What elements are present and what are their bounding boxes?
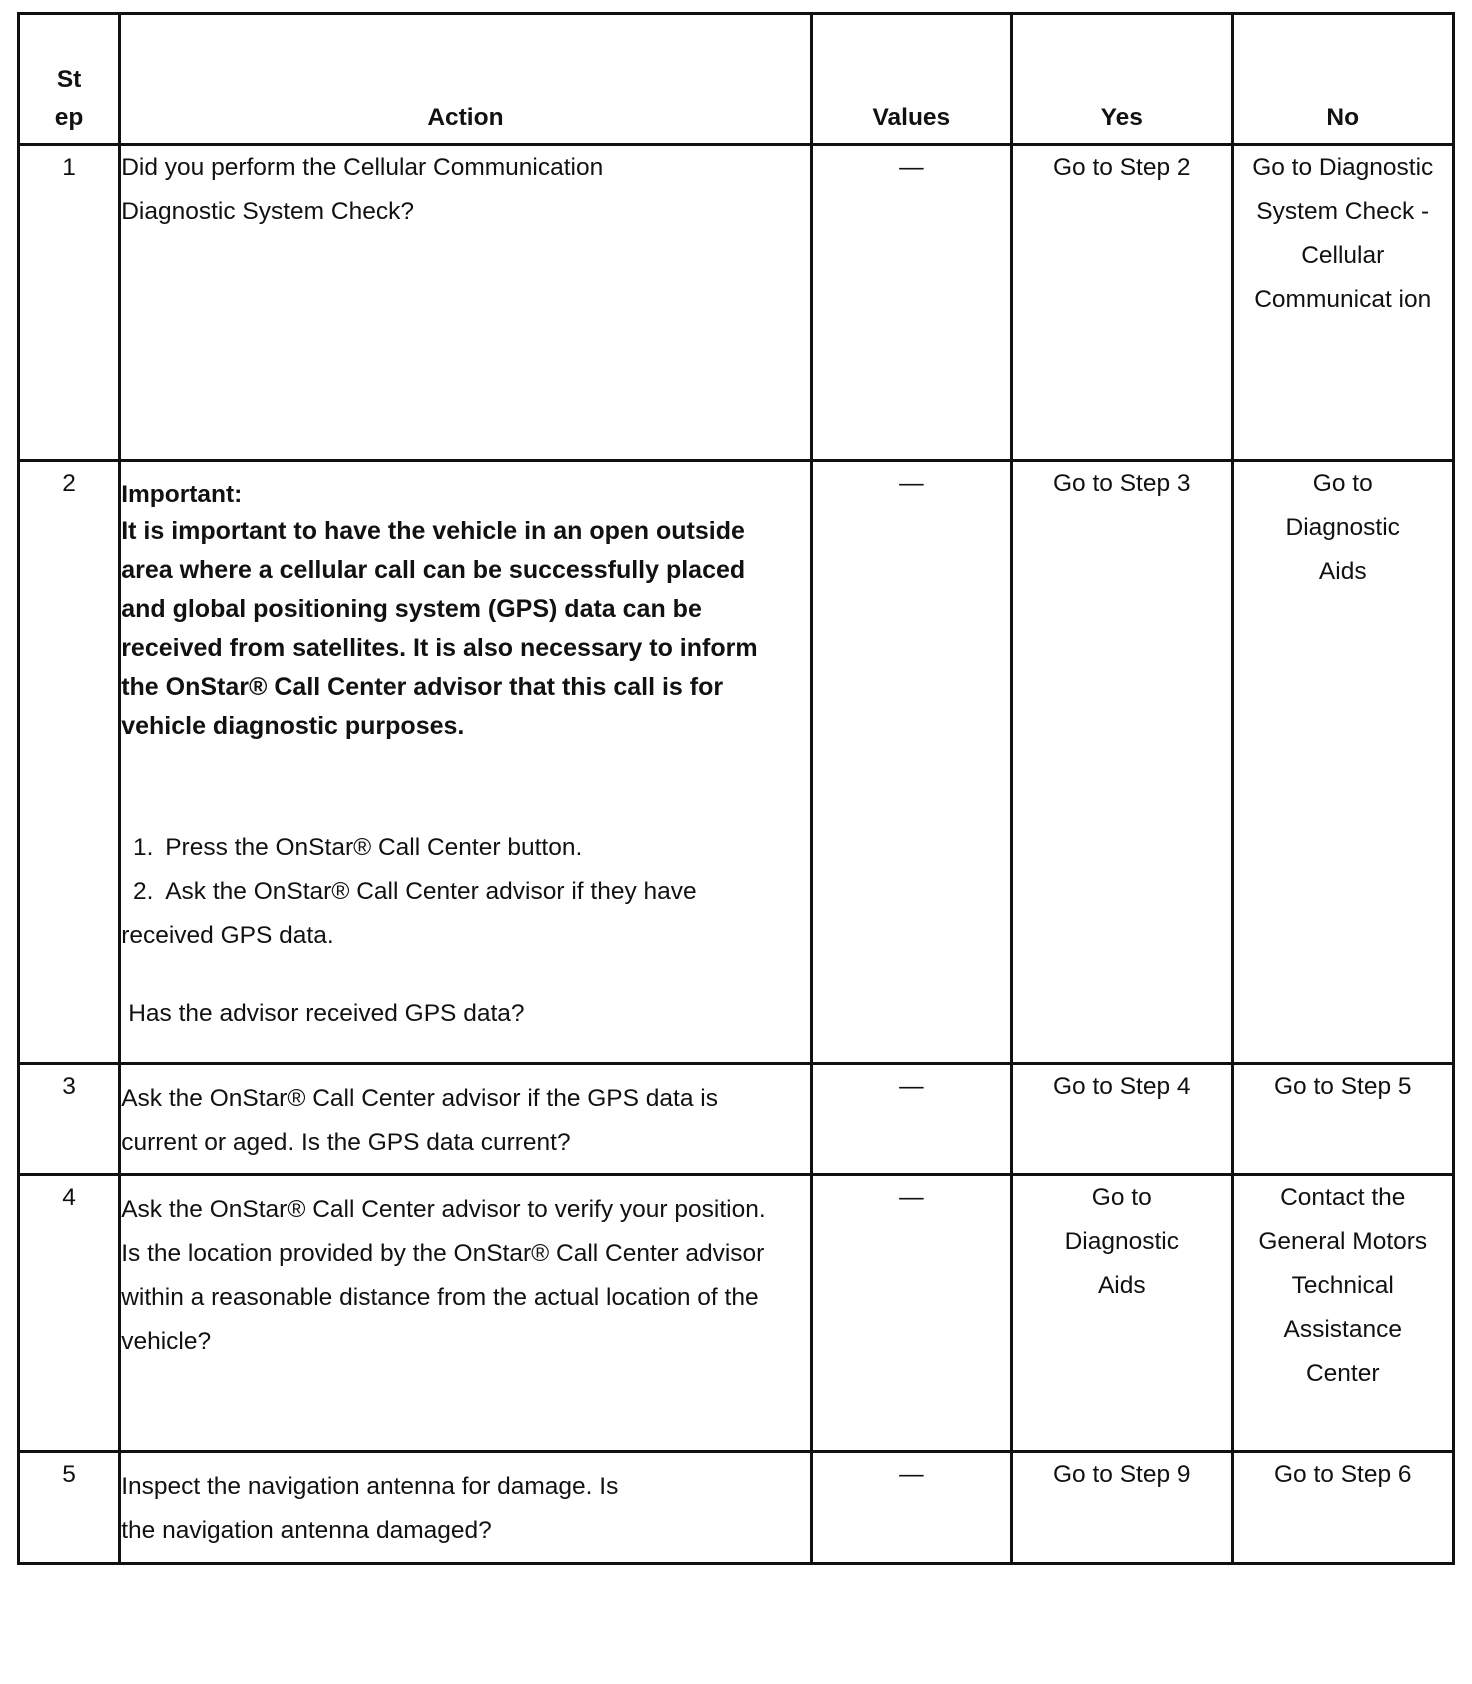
header-action: Action [120, 14, 811, 145]
table-row [19, 145, 1454, 461]
action-cell [120, 1175, 811, 1452]
yes-cell: Go to Step 3 [1012, 461, 1232, 1064]
substep-text: Press the OnStar® Call Center button. [165, 834, 583, 861]
no-cell: Go to Diagnostic System Check - Cellular Communicat ion [1232, 145, 1454, 461]
step-number: 3 [19, 1064, 120, 1175]
step-number: 4 [19, 1175, 120, 1452]
action-cell [120, 1064, 811, 1175]
no-cell: Contact the General Motors Technical Assistance Center [1232, 1175, 1454, 1452]
action-cell [120, 461, 811, 1064]
step-number: 1 [19, 145, 120, 461]
header-no: No [1232, 14, 1454, 145]
yes-cell: Go to Step 4 [1012, 1064, 1232, 1175]
important-note: It is important to have the vehicle in an open outside area where a cellular call can be successfully placed and global positioning system (GPS) data can be received from satellites. It is also necessary to inform the OnStar® Call Center advisor that this call is for vehicle diagnostic purposes. [121, 517, 758, 740]
header-row [19, 14, 1454, 145]
action-text: Ask the OnStar® Call Center advisor to verify your position. Is the location provided by the OnStar® Call Center advisor within a reasonable distance from the actual location of the vehicle? [121, 1196, 766, 1355]
no-cell: Go to Diagnostic Aids [1232, 461, 1454, 1064]
list-item [121, 870, 809, 958]
no-cell: Go to Step 6 [1232, 1452, 1454, 1564]
no-cell: Go to Step 5 [1232, 1064, 1454, 1175]
yes-cell: Go to Diagnostic Aids [1012, 1175, 1232, 1452]
substep-list [121, 826, 809, 958]
table-row [19, 1452, 1454, 1564]
table-row [19, 461, 1454, 1064]
step-number: 5 [19, 1452, 120, 1564]
action-cell [120, 1452, 811, 1564]
diagnostic-table [17, 12, 1455, 1565]
header-yes: Yes [1012, 14, 1232, 145]
values-cell: — [811, 145, 1011, 461]
values-cell: — [811, 1064, 1011, 1175]
yes-cell: Go to Step 2 [1012, 145, 1232, 461]
substep-number: 1. [132, 834, 154, 861]
table-row [19, 1175, 1454, 1452]
header-values: Values [811, 14, 1011, 145]
yes-cell: Go to Step 9 [1012, 1452, 1232, 1564]
action-cell [120, 145, 811, 461]
question-text: Has the advisor received GPS data? [128, 1000, 525, 1027]
substep-number: 2. [132, 878, 154, 905]
action-text: Did you perform the Cellular Communication Diagnostic System Check? [121, 154, 604, 225]
action-text: Ask the OnStar® Call Center advisor if the GPS data is current or aged. Is the GPS data current? [121, 1085, 718, 1156]
substep-text: Ask the OnStar® Call Center advisor if they have received GPS data. [121, 878, 697, 949]
values-cell: — [811, 1452, 1011, 1564]
important-label: Important: [121, 481, 243, 508]
values-cell: — [811, 1175, 1011, 1452]
list-item [121, 826, 809, 870]
table-row [19, 1064, 1454, 1175]
step-number: 2 [19, 461, 120, 1064]
action-text: Inspect the navigation antenna for damage. Is the navigation antenna damaged? [121, 1473, 619, 1544]
values-cell: — [811, 461, 1011, 1064]
header-step: St ep [19, 14, 120, 145]
